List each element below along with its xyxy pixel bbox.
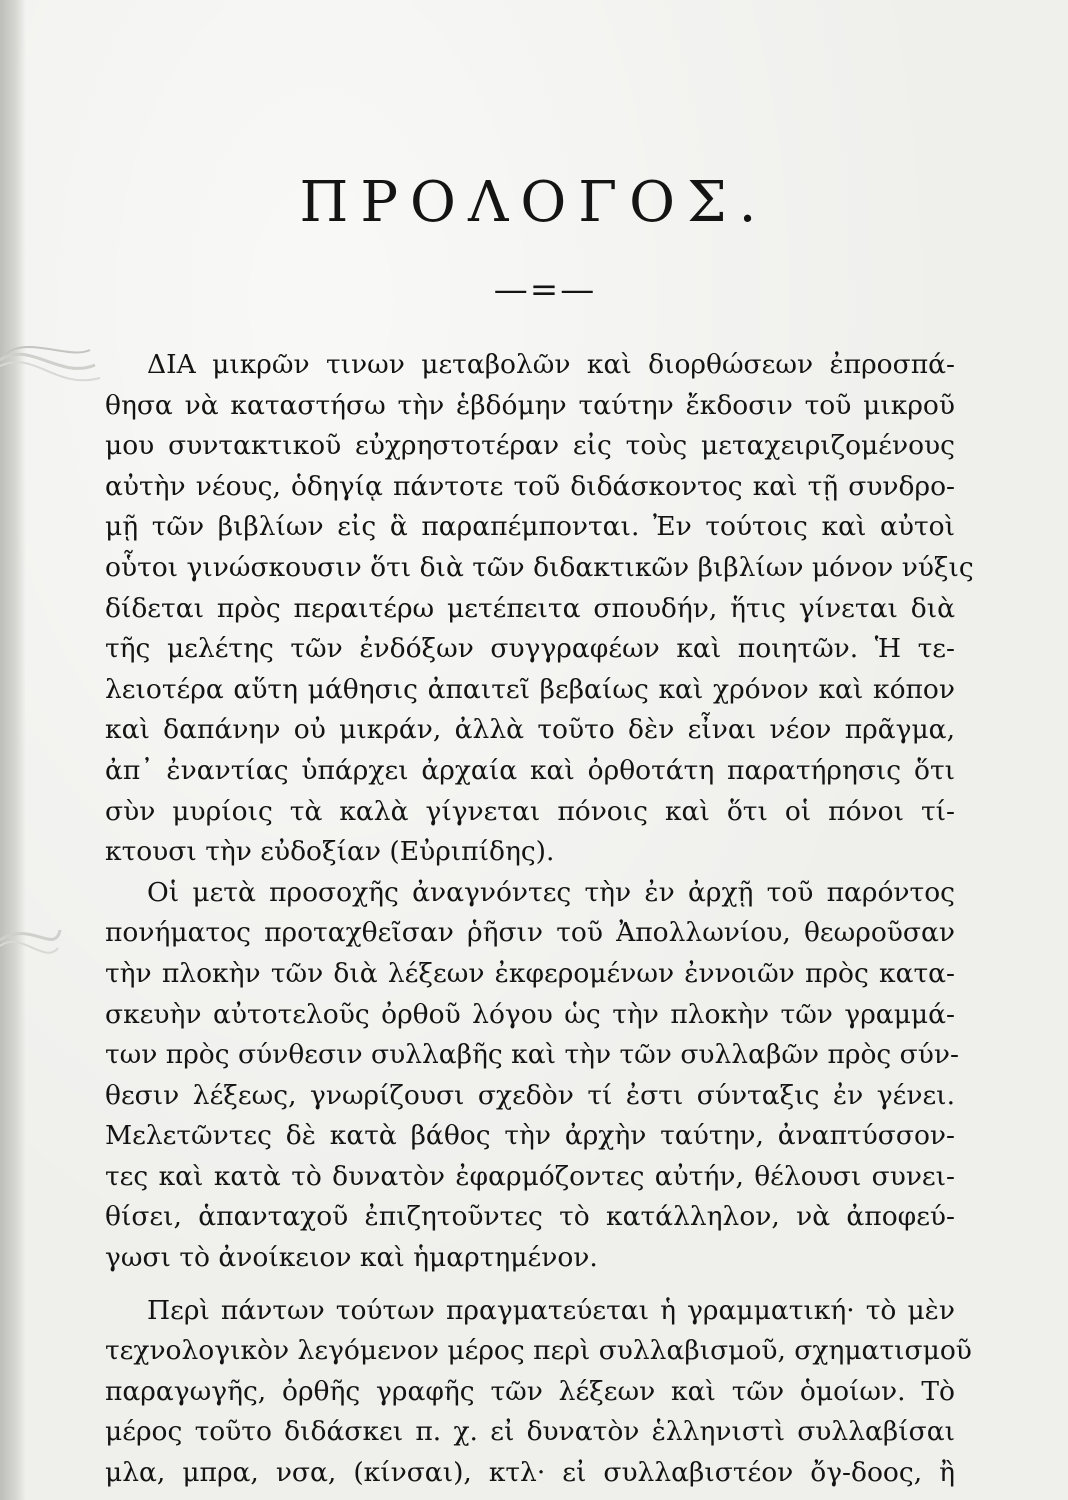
page-title: ΠΡΟΛΟΓΟΣ. — [299, 170, 769, 235]
binding-thread — [0, 900, 110, 970]
text-line: Οἱ μετὰ προσοχῆς ἀναγνόντες τὴν ἐν ἀρχῇ τοῦ παρόντος — [147, 876, 955, 908]
text-line: αὐτὴν νέους, ὁδηγίᾳ πάντοτε τοῦ διδάσκοντος καὶ τῇ συνδρο- — [105, 470, 955, 502]
text-line: θησα νὰ καταστήσω τὴν ἑβδόμην ταύτην ἔκδοσιν τοῦ μικροῦ — [105, 389, 955, 421]
text-line: δίδεται πρὸς περαιτέρω μετέπειτα σπουδήν, ἥτις γίνεται διὰ — [105, 592, 955, 624]
text-line: θίσει, ἁπανταχοῦ ἐπιζητοῦντες τὸ κατάλληλον, νὰ ἀποφεύ- — [105, 1201, 955, 1233]
text-line: κτουσι τὴν εὐδοξίαν (Εὐριπίδης). — [105, 836, 555, 868]
text-line: μῇ τῶν βιβλίων εἰς ἃ παραπέμπονται. Ἐν τούτοις καὶ αὐτοὶ — [105, 511, 955, 543]
text-line: των πρὸς σύνθεσιν συλλαβῆς καὶ τὴν τῶν συλλαβῶν πρὸς σύν- — [105, 1039, 959, 1071]
text-line: ΔΙΑ μικρῶν τινων μεταβολῶν καὶ διορθώσεων ἐπροσπά- — [147, 349, 955, 380]
text-line: λειοτέρα αὕτη μάθησις ἀπαιτεῖ βεβαίως καὶ χρόνον καὶ κόπον — [105, 673, 955, 705]
prologue-text — [105, 345, 974, 1494]
text-line: τεχνολογικὸν λεγόμενον μέρος περὶ συλλαβισμοῦ, σχηματισμοῦ — [105, 1335, 972, 1367]
paragraph — [105, 1291, 972, 1494]
text-line: μλα, μπρα, νσα, (κίνσαι), κτλ· εἰ συλλαβιστέον ὄγ-δοος, ἢ — [105, 1457, 955, 1489]
text-line: γωσι τὸ ἀνοίκειον καὶ ἡμαρτημένον. — [105, 1242, 598, 1274]
text-line: θεσιν λέξεως, γνωρίζουσι σχεδὸν τί ἐστι σύνταξις ἐν γένει. — [105, 1079, 955, 1111]
binding-thread — [0, 330, 110, 400]
text-line: πονήματος προταχθεῖσαν ῥῆσιν τοῦ Ἀπολλωνίου, θεωροῦσαν — [105, 917, 955, 949]
text-line: οὗτοι γινώσκουσιν ὅτι διὰ τῶν διδακτικῶν βιβλίων μόνον νύξις — [105, 551, 974, 583]
text-line: καὶ δαπάνην οὐ μικράν, ἀλλὰ τοῦτο δὲν εἶναι νέον πρᾶγμα, — [105, 714, 955, 746]
text-line: ἀπ᾽ ἐναντίας ὑπάρχει ἀρχαία καὶ ὀρθοτάτη παρατήρησις ὅτι — [105, 754, 955, 786]
text-line: τῆς μελέτης τῶν ἐνδόξων συγγραφέων καὶ ποιητῶν. Ἡ τε- — [105, 633, 955, 665]
text-line: μέρος τοῦτο διδάσκει π. χ. εἰ δυνατὸν ἑλληνιστὶ συλλαβίσαι — [105, 1416, 955, 1448]
text-line: σκευὴν αὐτοτελοῦς ὀρθοῦ λόγου ὡς τὴν πλοκὴν τῶν γραμμά- — [105, 998, 955, 1030]
title-ornament: —=— — [493, 270, 597, 310]
paragraph — [105, 873, 959, 1279]
text-line: σὺν μυρίοις τὰ καλὰ γίγνεται πόνοις καὶ ὅτι οἱ πόνοι τί- — [105, 795, 955, 827]
text-line: τες καὶ κατὰ τὸ δυνατὸν ἐφαρμόζοντες αὐτήν, θέλουσι συνει- — [105, 1160, 955, 1192]
text-line: Μελετῶντες δὲ κατὰ βάθος τὴν ἀρχὴν ταύτην, ἀναπτύσσον- — [105, 1120, 955, 1152]
paragraph — [105, 345, 974, 873]
text-line: τὴν πλοκὴν τῶν διὰ λέξεων ἐκφερομένων ἐννοιῶν πρὸς κατα- — [105, 957, 955, 989]
text-line: παραγωγῆς, ὀρθῆς γραφῆς τῶν λέξεων καὶ τῶν ὁμοίων. Τὸ — [105, 1375, 955, 1407]
text-line: μου συντακτικοῦ εὐχρηστοτέραν εἰς τοὺς μεταχειριζομένους — [105, 430, 955, 462]
text-line: Περὶ πάντων τούτων πραγματεύεται ἡ γραμματική· τὸ μὲν — [147, 1294, 955, 1326]
